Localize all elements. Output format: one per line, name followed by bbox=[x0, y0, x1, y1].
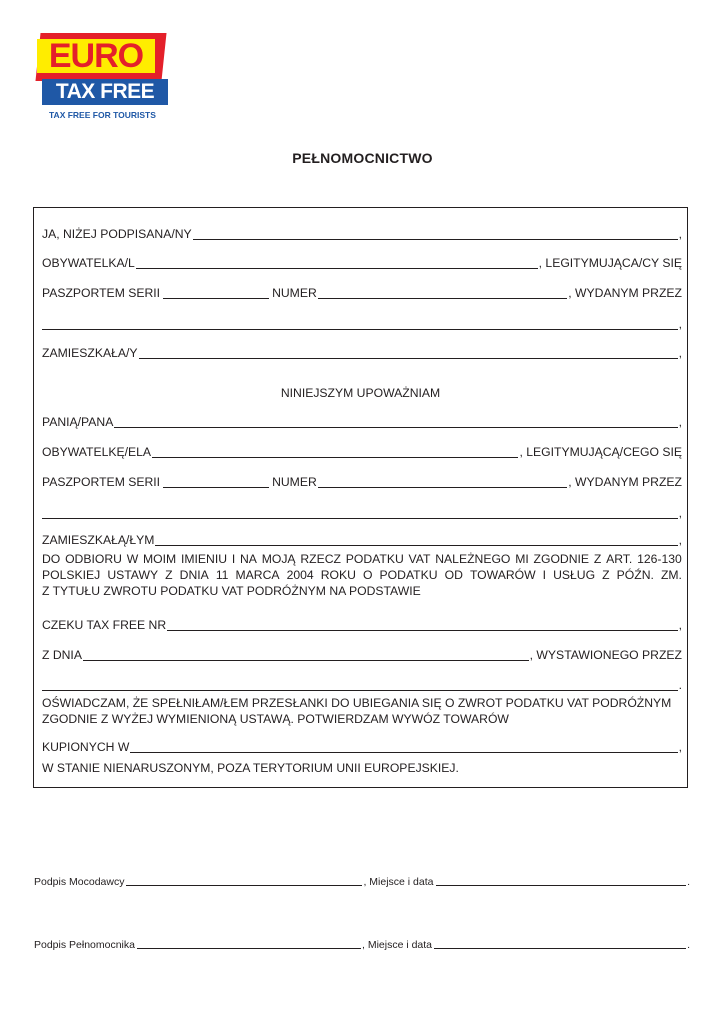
line-end: , bbox=[678, 317, 682, 331]
passport-number-field[interactable] bbox=[318, 297, 567, 299]
cheque-date-field[interactable] bbox=[83, 659, 529, 661]
field-label: NUMER bbox=[272, 475, 317, 489]
paragraph-word: ZGODNIE bbox=[533, 552, 590, 566]
paragraph-word: OD bbox=[444, 568, 463, 582]
field-label: Z DNIA bbox=[42, 648, 82, 662]
line-end: , LEGITYMUJĄCA/CY SIĘ bbox=[538, 256, 682, 270]
form-line-proxy-citizenship bbox=[42, 445, 682, 460]
paragraph-word: MOJĄ bbox=[261, 552, 296, 566]
paragraph-word: USTAWY bbox=[107, 568, 159, 582]
paragraph-word: RZECZ bbox=[300, 552, 341, 566]
paragraph-word: POLSKIEJ bbox=[42, 568, 101, 582]
form-line-cheque-number bbox=[42, 618, 682, 633]
paragraph-word: ROKU bbox=[320, 568, 356, 582]
proxy-signature-field[interactable] bbox=[137, 947, 361, 949]
section-heading: NINIEJSZYM UPOWAŻNIAM bbox=[280, 386, 441, 400]
field-label: OBYWATELKA/L bbox=[42, 256, 135, 270]
paragraph-line bbox=[42, 551, 682, 567]
signature-line-proxy bbox=[34, 939, 690, 951]
field-label: ZAMIESZKAŁĄ/ŁYM bbox=[42, 533, 155, 547]
place-date-label: , Miejsce i data bbox=[363, 876, 434, 888]
form-line-passport bbox=[42, 286, 682, 301]
purchase-country-field[interactable] bbox=[130, 751, 677, 753]
line-end: , bbox=[678, 506, 682, 520]
paragraph-line bbox=[42, 567, 682, 583]
paragraph-word: PÓŹN. bbox=[616, 568, 654, 582]
paragraph-word: VAT bbox=[408, 552, 431, 566]
paragraph-word: NALEŻNEGO bbox=[435, 552, 511, 566]
principal-place-date-field[interactable] bbox=[436, 884, 687, 886]
paragraph-word: Z bbox=[593, 552, 602, 566]
place-date-label: , Miejsce i data bbox=[361, 939, 433, 951]
paragraph-word: Z bbox=[165, 568, 173, 582]
passport-series-field[interactable] bbox=[163, 297, 269, 299]
page-title: PEŁNOMOCNICTWO bbox=[292, 150, 433, 166]
proxy-place-date-field[interactable] bbox=[434, 947, 686, 949]
form-line-proxy-issuer bbox=[42, 506, 682, 521]
field-label: PASZPORTEM SERII bbox=[42, 475, 161, 489]
line-end: . bbox=[687, 939, 690, 951]
logo-taxfree-text: TAX FREE bbox=[55, 80, 155, 103]
paragraph-line: OŚWIADCZAM, ŻE SPEŁNIŁAM/ŁEM PRZESŁANKI DO UBIEGANIA SIĘ O ZWROT PODATKU VAT PODRÓŻNYM bbox=[42, 696, 672, 710]
line-end: . bbox=[678, 678, 682, 692]
line-end: , WYDANYM PRZEZ bbox=[568, 475, 682, 489]
paragraph-line: ZGODNIE Z WYŻEJ WYMIENIONĄ USTAWĄ. POTWIERDZAM WYWÓZ TOWARÓW bbox=[42, 712, 509, 726]
paragraph-word: I bbox=[231, 552, 236, 566]
form-line-address bbox=[42, 346, 682, 361]
form-line-citizenship bbox=[42, 256, 682, 271]
line-end: , WYDANYM PRZEZ bbox=[568, 286, 682, 300]
form-line-cheque-date bbox=[42, 648, 682, 663]
paragraph-word: USŁUG bbox=[553, 568, 596, 582]
signer-name-field[interactable] bbox=[193, 238, 678, 240]
field-label: CZEKU TAX FREE NR bbox=[42, 618, 167, 632]
line-end: , bbox=[678, 618, 682, 632]
paragraph-word: ART. bbox=[606, 552, 633, 566]
logo-euro-text: EURO bbox=[48, 37, 144, 75]
declaration-paragraph bbox=[42, 695, 682, 727]
line-end: , bbox=[678, 533, 682, 547]
line-end: , bbox=[678, 740, 682, 754]
authorization-paragraph bbox=[42, 551, 682, 599]
proxy-passport-issuer-field[interactable] bbox=[42, 517, 678, 519]
closing-statement: W STANIE NIENARUSZONYM, POZA TERYTORIUM UNII EUROPEJSKIEJ. bbox=[42, 761, 459, 775]
field-label: NUMER bbox=[272, 286, 317, 300]
paragraph-word: TOWARÓW bbox=[469, 568, 536, 582]
logo-tagline: TAX FREE FOR TOURISTS bbox=[49, 110, 156, 120]
cheque-number-field[interactable] bbox=[167, 629, 677, 631]
form-line-proxy-address bbox=[42, 533, 682, 548]
proxy-passport-number-field[interactable] bbox=[318, 486, 567, 488]
paragraph-word: O bbox=[363, 568, 373, 582]
paragraph-word: 126-130 bbox=[637, 552, 682, 566]
paragraph-word: PODATKU bbox=[345, 552, 404, 566]
form-line-cheque-issuer bbox=[42, 678, 682, 693]
paragraph-line: Z TYTUŁU ZWROTU PODATKU VAT PODRÓŻNYM NA PODSTAWIE bbox=[42, 584, 421, 598]
line-end: , LEGITYMUJĄCĄ/CEGO SIĘ bbox=[519, 445, 682, 459]
paragraph-word: 2004 bbox=[286, 568, 314, 582]
field-label: OBYWATELKĘ/ELA bbox=[42, 445, 152, 459]
proxy-citizenship-field[interactable] bbox=[152, 456, 518, 458]
form-line-proxy-passport bbox=[42, 475, 682, 490]
signature-line-principal bbox=[34, 876, 690, 888]
line-end: , bbox=[678, 227, 682, 241]
field-label: JA, NIŻEJ PODPISANA/NY bbox=[42, 227, 192, 241]
line-end: , WYSTAWIONEGO PRZEZ bbox=[529, 648, 682, 662]
paragraph-word: MOIM bbox=[143, 552, 177, 566]
paragraph-word: W bbox=[126, 552, 139, 566]
signature-label: Podpis Mocodawcy bbox=[34, 876, 125, 888]
paragraph-word: ODBIORU bbox=[65, 552, 122, 566]
line-end: . bbox=[687, 876, 690, 888]
form-line-issuer bbox=[42, 317, 682, 332]
paragraph-word: DO bbox=[42, 552, 61, 566]
proxy-name-field[interactable] bbox=[114, 426, 677, 428]
paragraph-word: ZM. bbox=[660, 568, 682, 582]
form-line-proxy-name bbox=[42, 415, 682, 430]
field-label: PASZPORTEM SERII bbox=[42, 286, 161, 300]
form-line-purchase-country bbox=[42, 740, 682, 755]
euro-tax-free-logo bbox=[33, 33, 173, 123]
passport-issuer-field[interactable] bbox=[42, 328, 678, 330]
paragraph-word: Z bbox=[602, 568, 610, 582]
paragraph-word: I bbox=[542, 568, 547, 582]
line-end: , bbox=[678, 346, 682, 360]
paragraph-word: MARCA bbox=[235, 568, 280, 582]
line-end: , bbox=[678, 415, 682, 429]
paragraph-word: NA bbox=[239, 552, 257, 566]
cheque-issuer-field[interactable] bbox=[42, 689, 678, 691]
address-field[interactable] bbox=[139, 357, 678, 359]
field-label: PANIĄ/PANA bbox=[42, 415, 114, 429]
paragraph-word: IMIENIU bbox=[180, 552, 228, 566]
field-label: KUPIONYCH W bbox=[42, 740, 130, 754]
proxy-address-field[interactable] bbox=[155, 544, 677, 546]
signature-label: Podpis Pełnomocnika bbox=[34, 939, 135, 951]
principal-signature-field[interactable] bbox=[126, 884, 362, 886]
citizenship-field[interactable] bbox=[136, 267, 538, 269]
field-label: ZAMIESZKAŁA/Y bbox=[42, 346, 138, 360]
proxy-passport-series-field[interactable] bbox=[163, 486, 269, 488]
paragraph-word: 11 bbox=[215, 568, 229, 582]
paragraph-word: PODATKU bbox=[379, 568, 438, 582]
paragraph-word: MI bbox=[515, 552, 529, 566]
paragraph-word: DNIA bbox=[179, 568, 209, 582]
form-line-signer-name bbox=[42, 227, 682, 242]
